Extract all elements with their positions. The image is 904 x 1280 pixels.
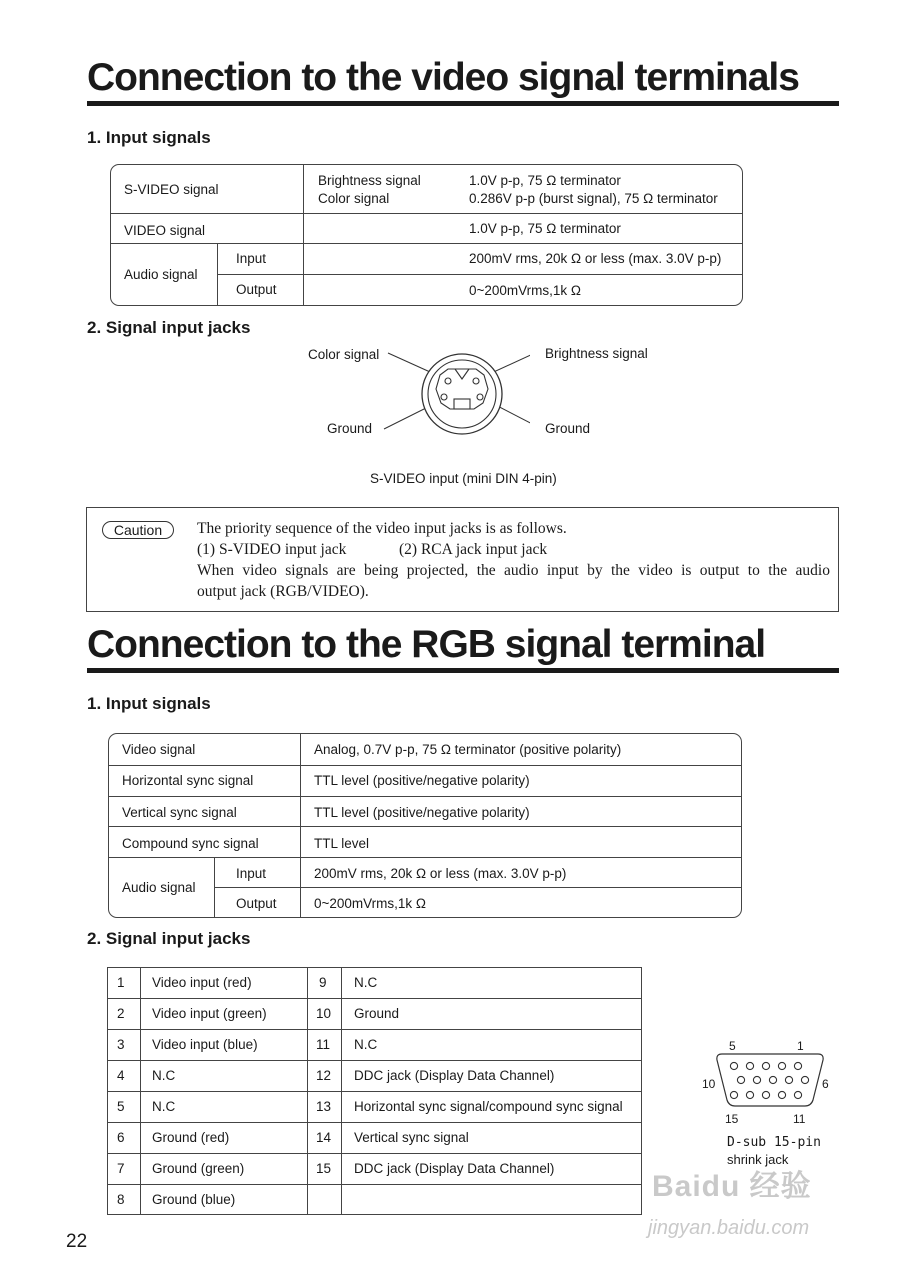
pin-description: Video input (red) bbox=[152, 975, 252, 990]
rgb-audio-input-value: 200mV rms, 20k Ω or less (max. 3.0V p-p) bbox=[314, 866, 567, 881]
pin-description: Vertical sync signal bbox=[354, 1130, 469, 1145]
pin-number: 6 bbox=[117, 1130, 125, 1145]
svideo-connector-diagram bbox=[370, 345, 530, 455]
color-signal-value: 0.286V p-p (burst signal), 75 Ω terminator bbox=[469, 191, 718, 206]
caution-label: Caution bbox=[102, 521, 174, 539]
caution-line-2a: (1) S-VIDEO input jack bbox=[197, 541, 347, 558]
pin-number: 12 bbox=[316, 1068, 332, 1083]
pin-number: 14 bbox=[316, 1130, 332, 1145]
dsub-15-pin-diagram bbox=[712, 1050, 828, 1110]
audio-input-value: 200mV rms, 20k Ω or less (max. 3.0V p-p) bbox=[469, 251, 722, 266]
pin-description: Horizontal sync signal/compound sync signal bbox=[354, 1099, 623, 1114]
rgb-row-2-label: Horizontal sync signal bbox=[122, 773, 254, 788]
caution-line-3-text: When video signals are being projected, the audio input by the video is output to the audio bbox=[197, 562, 830, 579]
audio-signal-label: Audio signal bbox=[124, 267, 198, 282]
baidu-watermark-logo: Baidu 经验 bbox=[652, 1170, 812, 1203]
color-signal-label: Color signal bbox=[318, 191, 390, 206]
rgb-signal-jacks-heading: 2. Signal input jacks bbox=[87, 929, 251, 948]
video-signal-jacks-heading: 2. Signal input jacks bbox=[87, 318, 251, 337]
video-signal-label: VIDEO signal bbox=[124, 223, 206, 238]
svideo-diagram-caption: S-VIDEO input (mini DIN 4-pin) bbox=[370, 471, 557, 486]
diagram-brightness-signal-label: Brightness signal bbox=[545, 346, 648, 361]
rgb-row-3-value: TTL level (positive/negative polarity) bbox=[314, 805, 530, 820]
pin-description: Ground bbox=[354, 1006, 400, 1021]
video-input-signals-heading: 1. Input signals bbox=[87, 128, 211, 147]
rgb-section-title: Connection to the RGB signal terminal bbox=[87, 622, 839, 673]
pin-number: 13 bbox=[316, 1099, 332, 1114]
audio-output-label: Output bbox=[236, 282, 277, 297]
caution-line-4: output jack (RGB/VIDEO). bbox=[197, 583, 369, 600]
brightness-signal-label: Brightness signal bbox=[318, 173, 421, 188]
pin-number: 11 bbox=[316, 1037, 331, 1052]
rgb-row-3-label: Vertical sync signal bbox=[122, 805, 237, 820]
audio-input-label: Input bbox=[236, 251, 267, 266]
rgb-input-signals-heading: 1. Input signals bbox=[87, 694, 211, 713]
audio-output-value: 0~200mVrms,1k Ω bbox=[469, 283, 582, 298]
pin-number: 1 bbox=[117, 975, 125, 990]
pin-number: 15 bbox=[316, 1161, 332, 1176]
dsub-pin-10-label: 10 bbox=[702, 1077, 716, 1091]
dsub-caption-line-2: shrink jack bbox=[727, 1152, 789, 1167]
rgb-row-4-value: TTL level bbox=[314, 836, 370, 851]
pin-description: N.C bbox=[152, 1099, 176, 1114]
rgb-audio-output-value: 0~200mVrms,1k Ω bbox=[314, 896, 427, 911]
pin-description: Video input (blue) bbox=[152, 1037, 258, 1052]
video-section-title: Connection to the video signal terminals bbox=[87, 55, 839, 106]
page-number: 22 bbox=[66, 1231, 88, 1252]
pin-number: 2 bbox=[117, 1006, 125, 1021]
diagram-color-signal-label: Color signal bbox=[308, 347, 380, 362]
dsub-pin-15-label: 15 bbox=[725, 1112, 739, 1126]
pin-description: Ground (blue) bbox=[152, 1192, 236, 1207]
rgb-row-2-value: TTL level (positive/negative polarity) bbox=[314, 773, 530, 788]
caution-line-3 bbox=[197, 561, 830, 581]
pin-number: 7 bbox=[117, 1161, 125, 1176]
rgb-audio-output-label: Output bbox=[236, 896, 277, 911]
rgb-audio-input-label: Input bbox=[236, 866, 267, 881]
rgb-audio-signal-label: Audio signal bbox=[122, 880, 196, 895]
dsub-pin-1-label: 1 bbox=[797, 1039, 804, 1053]
dsub-caption-line-1: D-sub 15-pin bbox=[727, 1135, 821, 1150]
pin-description: N.C bbox=[152, 1068, 176, 1083]
caution-line-2b: (2) RCA jack input jack bbox=[399, 541, 548, 558]
pin-number: 5 bbox=[117, 1099, 125, 1114]
pin-number: 9 bbox=[319, 975, 327, 990]
pin-number: 8 bbox=[117, 1192, 125, 1207]
pin-number: 3 bbox=[117, 1037, 125, 1052]
pin-description: Ground (red) bbox=[152, 1130, 230, 1145]
rgb-row-1-value: Analog, 0.7V p-p, 75 Ω terminator (positive polarity) bbox=[314, 742, 622, 757]
pin-description: DDC jack (Display Data Channel) bbox=[354, 1068, 555, 1083]
brightness-signal-value: 1.0V p-p, 75 Ω terminator bbox=[469, 173, 621, 188]
baidu-watermark-url: jingyan.baidu.com bbox=[648, 1217, 810, 1239]
dsub-pin-11-label: 11 bbox=[793, 1112, 806, 1126]
pin-number: 10 bbox=[316, 1006, 332, 1021]
diagram-ground-left-label: Ground bbox=[327, 421, 373, 436]
svideo-signal-label: S-VIDEO signal bbox=[124, 182, 219, 197]
pin-number: 4 bbox=[117, 1068, 125, 1083]
diagram-ground-right-label: Ground bbox=[545, 421, 591, 436]
pin-description: N.C bbox=[354, 1037, 378, 1052]
rgb-row-1-label: Video signal bbox=[122, 742, 196, 757]
pin-description: Ground (green) bbox=[152, 1161, 245, 1176]
pin-description: DDC jack (Display Data Channel) bbox=[354, 1161, 555, 1176]
video-signal-value: 1.0V p-p, 75 Ω terminator bbox=[469, 221, 621, 236]
pin-description: Video input (green) bbox=[152, 1006, 267, 1021]
caution-line-1: The priority sequence of the video input jacks is as follows. bbox=[197, 520, 567, 537]
dsub-pin-6-label: 6 bbox=[822, 1077, 829, 1091]
dsub-pin-5-label: 5 bbox=[729, 1039, 736, 1053]
pin-description: N.C bbox=[354, 975, 378, 990]
rgb-row-4-label: Compound sync signal bbox=[122, 836, 259, 851]
